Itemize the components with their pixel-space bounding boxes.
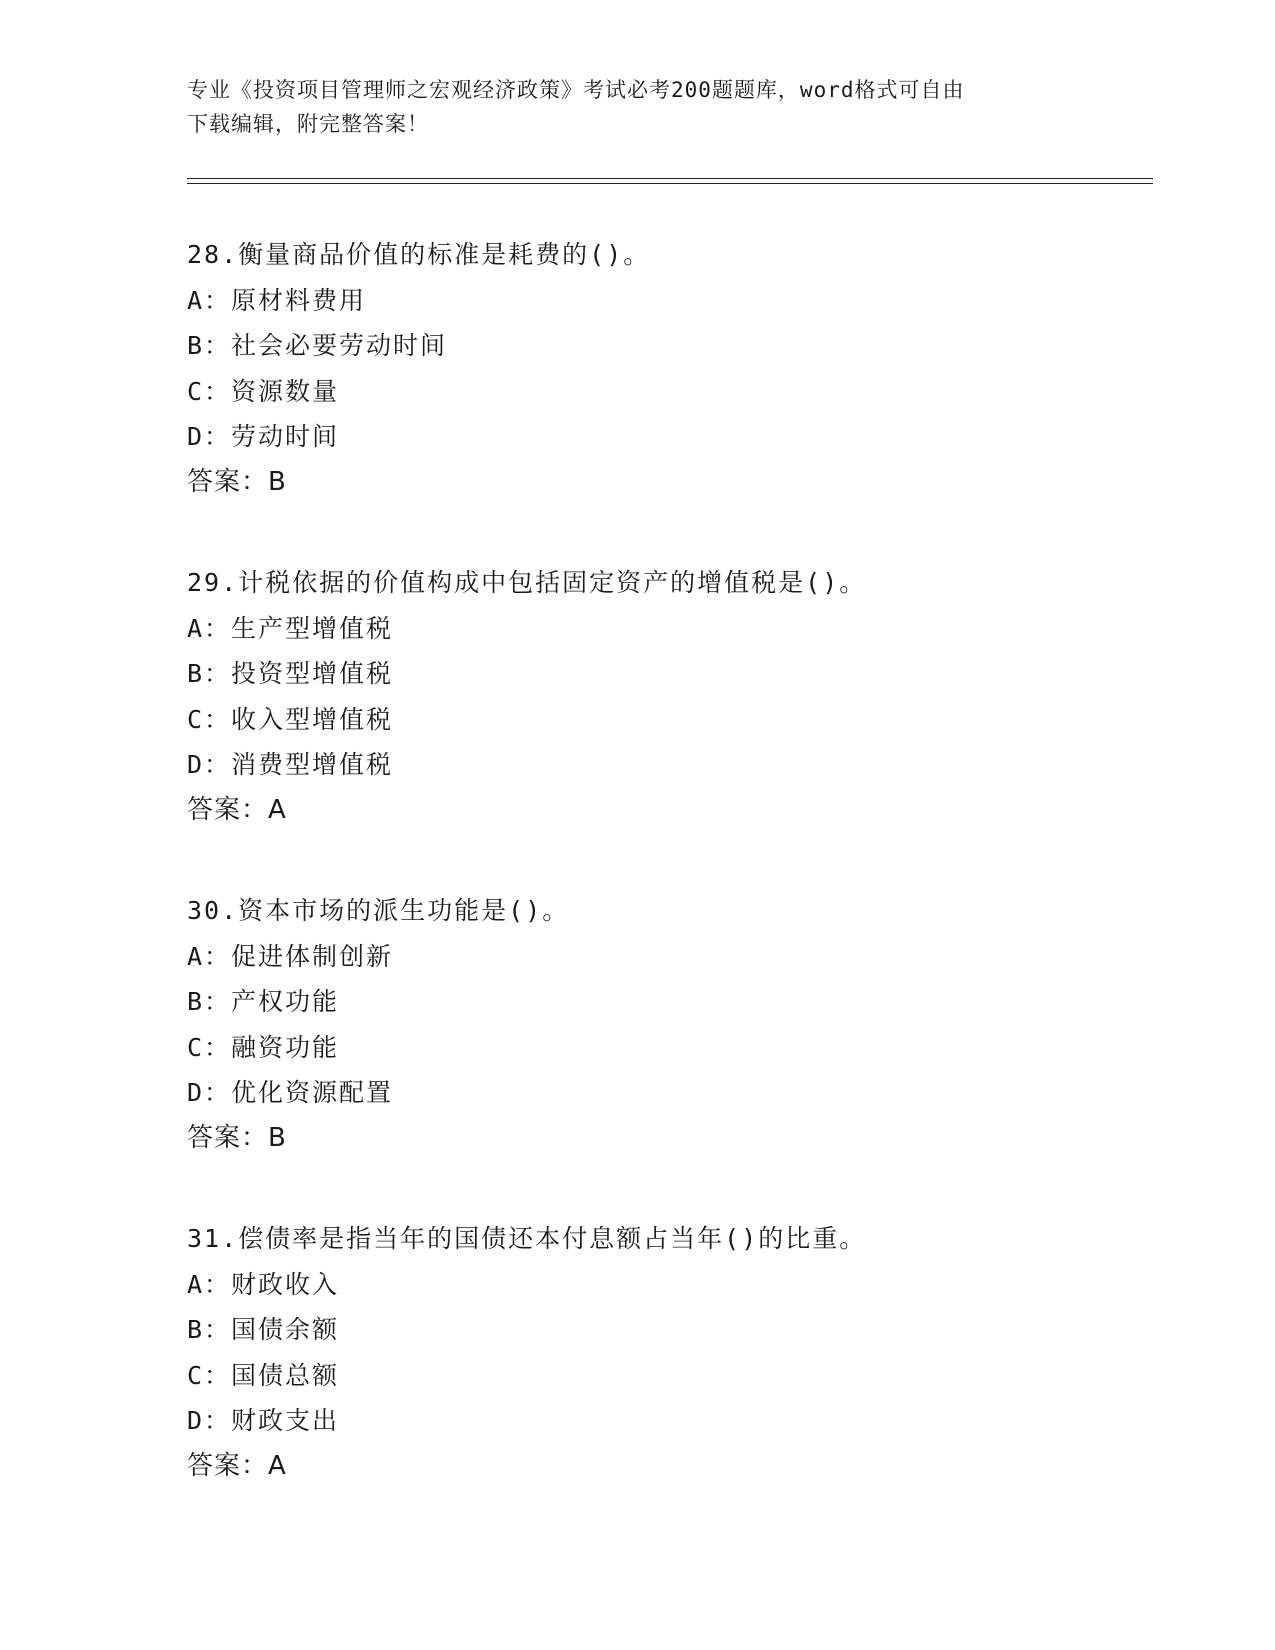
question-block [187, 1216, 1167, 1489]
question-stem: 30.资本市场的派生功能是()。 [187, 896, 570, 925]
question-block [187, 888, 1167, 1161]
option-b: B：产权功能 [187, 987, 340, 1016]
question-block [187, 560, 1167, 833]
option-c: C：收入型增值税 [187, 704, 394, 734]
option-a: A：财政收入 [187, 1269, 340, 1299]
option-d: D：消费型增值税 [187, 750, 394, 779]
header-divider-top [187, 178, 1153, 179]
option-d: D：财政支出 [187, 1406, 340, 1435]
document-header [187, 73, 1087, 141]
question-stem: 31.偿债率是指当年的国债还本付息额占当年()的比重。 [187, 1224, 867, 1253]
option-d: D：劳动时间 [187, 422, 340, 451]
option-d: D：优化资源配置 [187, 1078, 394, 1107]
option-a: A：促进体制创新 [187, 941, 394, 971]
answer-key: 答案：B [187, 1122, 287, 1153]
option-b: B：社会必要劳动时间 [187, 331, 448, 360]
answer-key: 答案：A [187, 1450, 287, 1481]
option-c: C：资源数量 [187, 376, 340, 406]
header-divider-bottom [187, 183, 1153, 184]
option-c: C：国债总额 [187, 1360, 340, 1390]
question-block [187, 232, 1167, 505]
header-line-2: 下载编辑，附完整答案！ [187, 112, 429, 136]
option-a: A：原材料费用 [187, 285, 367, 315]
option-b: B：投资型增值税 [187, 659, 394, 688]
option-c: C：融资功能 [187, 1032, 340, 1062]
question-list [187, 232, 1167, 1544]
option-a: A：生产型增值税 [187, 613, 394, 643]
question-stem: 28.衡量商品价值的标准是耗费的()。 [187, 240, 651, 269]
answer-key: 答案：B [187, 466, 287, 497]
answer-key: 答案：A [187, 794, 287, 825]
question-stem: 29.计税依据的价值构成中包括固定资产的增值税是()。 [187, 568, 867, 597]
header-line-1: 专业《投资项目管理师之宏观经济政策》考试必考200题题库，word格式可自由 [187, 78, 965, 102]
option-b: B：国债余额 [187, 1315, 340, 1344]
